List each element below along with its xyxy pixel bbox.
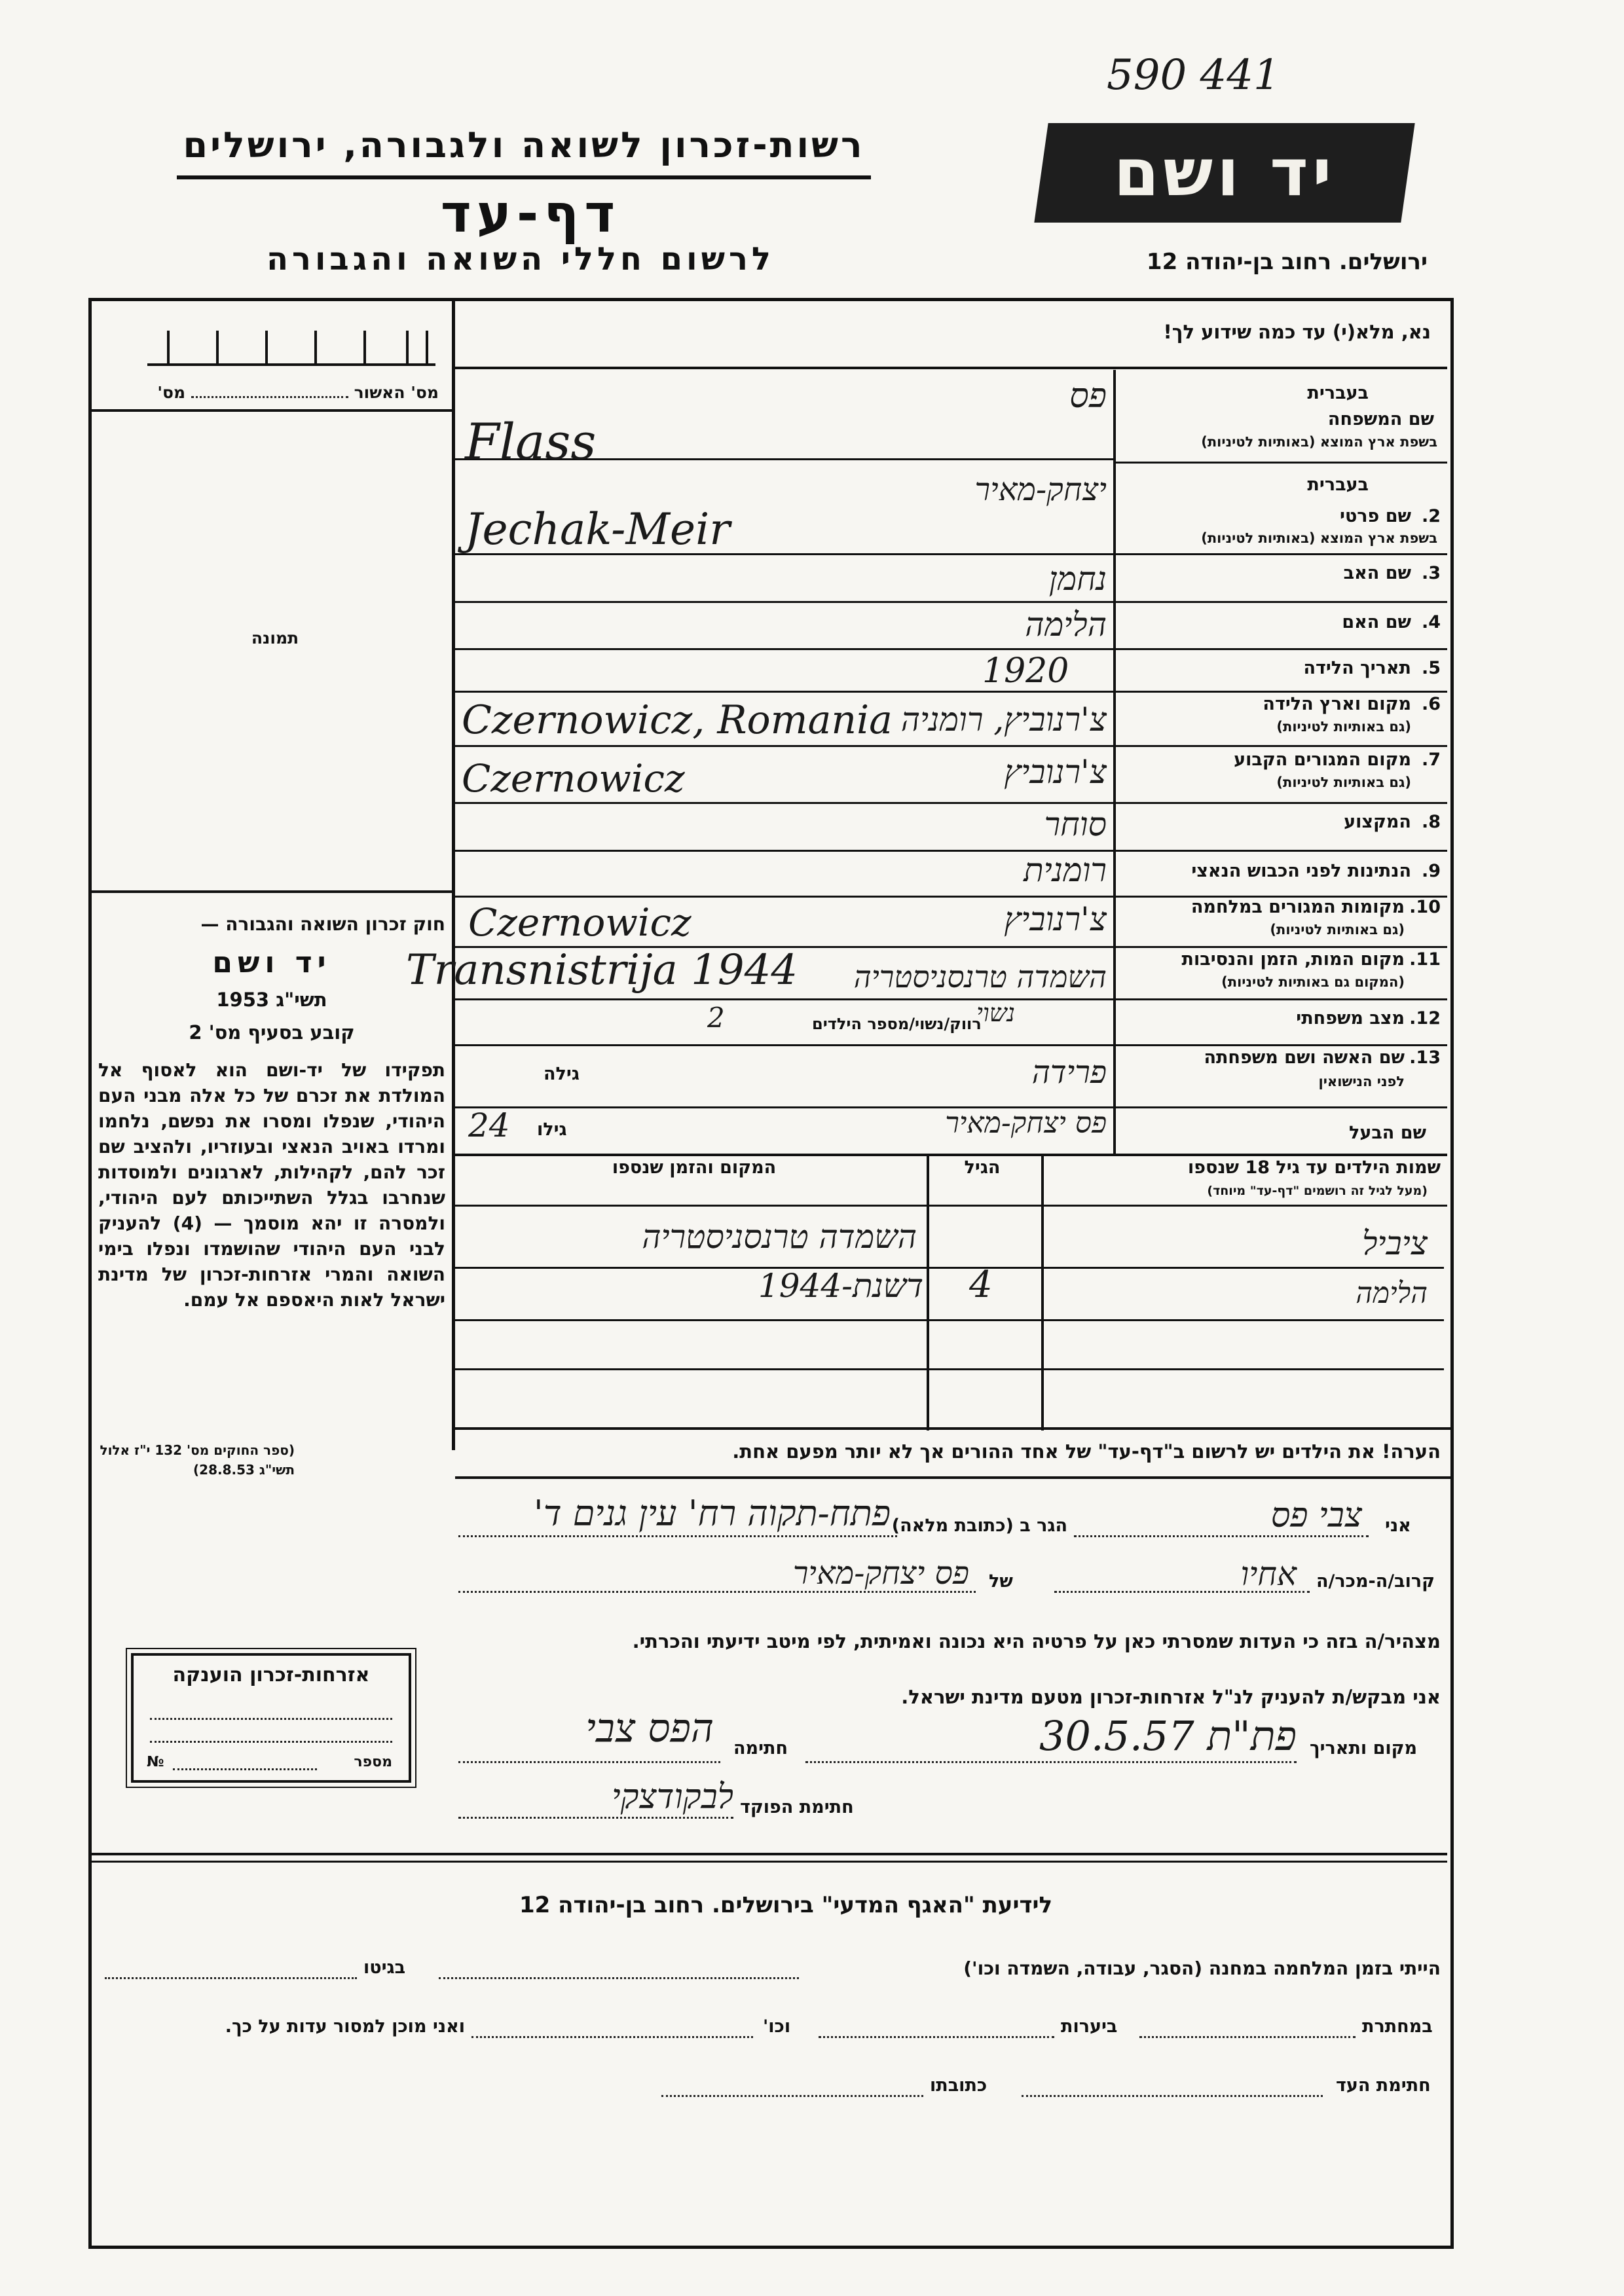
- footer-forests-label: ביערות: [1061, 2016, 1118, 2037]
- footer-hiding-line: [1139, 2036, 1356, 2038]
- declaration-text: מצהיר/ה בזה כי העדות שמסרתי כאן על פרטיה היא נכונה ואמיתית, לפי מיטב ידיעתי והכרתי.: [632, 1630, 1441, 1652]
- field-label: שם המשפחה: [1327, 409, 1434, 429]
- field-birth-date: [1120, 658, 1441, 694]
- birth-date-value: 1920: [982, 651, 1069, 691]
- field-label: שם האם: [1342, 612, 1411, 632]
- birth-place-hebrew: צ'רנוביץ, רומניה: [900, 701, 1107, 738]
- family-name-latin: Flass: [465, 412, 597, 471]
- field-sublabel: (המקום גם באותיות לטיניות): [1221, 974, 1405, 990]
- field-family-name: [1120, 383, 1441, 458]
- field-num: 5.: [1421, 658, 1441, 678]
- children-count-value: 2: [707, 1002, 725, 1034]
- tally-boxes: [147, 324, 435, 366]
- archive-number: 590 441: [1107, 51, 1280, 100]
- officer-line: [458, 1817, 733, 1819]
- wartime-residence-hebrew: צ'רנוביץ: [1004, 900, 1107, 938]
- photo-box-top: [92, 409, 452, 412]
- field-wife-name: [1120, 1048, 1441, 1103]
- label-column-divider: [1113, 370, 1116, 1156]
- children-table-bottom: [455, 1427, 1450, 1430]
- declarant-name-line: [1074, 1535, 1369, 1537]
- row-line-12: [452, 1044, 1447, 1046]
- in-hebrew-label-1: בעברית: [1307, 383, 1369, 403]
- field-num: 7.: [1421, 750, 1441, 770]
- children-row-line-1: [455, 1267, 1444, 1269]
- field-sublabel: לפני הנישואין: [1318, 1074, 1405, 1089]
- footer-camp-line: [439, 1977, 799, 1979]
- nationality-value: רומנית: [1024, 851, 1107, 889]
- law-year: תשי"ג 1953: [216, 989, 327, 1011]
- footer-hiding-label: במחתרת: [1362, 2016, 1433, 2037]
- law-clause: קובע בסעיף מס' 2: [189, 1021, 355, 1044]
- citizenship-title: אזרחות-זכרון הוענקה: [172, 1664, 370, 1686]
- profession-value: סוחר: [1044, 805, 1107, 843]
- children-place: השמדה טרנסניסטריה: [642, 1218, 917, 1256]
- law-name: יד ושם: [212, 946, 331, 979]
- footer-forests-line: [819, 2036, 1054, 2038]
- of-label: של: [989, 1571, 1013, 1592]
- header-address: ירושלים. רחוב בן-יהודה 12: [1146, 249, 1428, 275]
- footer-address-line: [661, 2095, 923, 2097]
- yad-vashem-logo: [1034, 123, 1414, 223]
- field-sublabel: (גם באותיות לטיניות): [1276, 774, 1411, 790]
- field-num: 4.: [1421, 612, 1441, 632]
- age-header: הגיל: [964, 1157, 1001, 1178]
- signature-value: הפס צבי: [585, 1705, 714, 1751]
- field-sublabel: (גם באותיות לטיניות): [1276, 719, 1411, 735]
- field-sublabel: (גם באותיות לטיניות): [1270, 922, 1405, 938]
- field-label: שם האשה ושם משפחתה: [1204, 1048, 1405, 1068]
- field-nationality: [1120, 861, 1441, 897]
- request-text: אני מבקש/ת להעניק לנ"ל אזרחות-זכרון מטעם מדינת ישראל.: [901, 1686, 1441, 1708]
- birth-place-latin: Czernowicz, Romania: [462, 697, 893, 743]
- approval-number-label: [105, 383, 439, 402]
- residence-latin: Czernowicz: [462, 756, 685, 801]
- place-date-value: פת"ת 30.5.57: [1039, 1712, 1297, 1760]
- footer-title: לידיעת "האגף המדעי" בירושלים. רחוב בן-יהודה 12: [519, 1892, 1053, 1918]
- field-num: 6.: [1421, 694, 1441, 714]
- footer-witness-signature-line: [1022, 2095, 1323, 2097]
- field-mother-name: [1120, 612, 1441, 648]
- field-label: המקצוע: [1344, 812, 1411, 832]
- row-line-3: [452, 601, 1447, 603]
- field-num: 12.: [1409, 1008, 1441, 1029]
- children-col-divider-2: [927, 1156, 929, 1430]
- field-num: 10.: [1409, 897, 1441, 917]
- children-time: דשנת-1944: [758, 1267, 923, 1305]
- logo-text: יד ושם: [1113, 134, 1336, 211]
- mother-name-value: הלימה: [1025, 606, 1107, 644]
- footer-line-1: הייתי בזמן המלחמה במחנה (הסגר, עבודה, השמדה וכו'): [963, 1958, 1441, 1979]
- signature-line: [458, 1761, 720, 1763]
- citizenship-line-2: [150, 1741, 392, 1743]
- field-label: מקום המות, הזמן והנסיבות: [1181, 949, 1405, 970]
- row-line-14: [452, 1154, 1447, 1156]
- instruction-row-line: [452, 367, 1447, 369]
- children-row-line-3: [455, 1368, 1444, 1370]
- citizenship-line-1: [150, 1718, 392, 1720]
- in-hebrew-label-2: בעברית: [1307, 475, 1369, 495]
- place-date-label: מקום ותאריך: [1310, 1738, 1418, 1758]
- footer-ghetto-label: בגיטו: [363, 1958, 406, 1978]
- footer-divider-top: [92, 1853, 1447, 1855]
- declarant-i-label: אני: [1385, 1516, 1411, 1536]
- row-line-1b: [1113, 462, 1447, 464]
- relation-value: אחיו: [1240, 1555, 1297, 1593]
- row-line-7: [452, 802, 1447, 804]
- officer-signature: לבקודצקי: [611, 1777, 733, 1817]
- first-name-hebrew: יצחק-מאיר: [974, 471, 1107, 508]
- field-label: מצב משפחתי: [1296, 1008, 1405, 1029]
- marital-status-value: נשוי: [976, 998, 1015, 1027]
- field-num: 13.: [1409, 1048, 1441, 1068]
- marital-options: רווק/נשוי/מספר הילדים: [812, 1015, 982, 1033]
- field-num: 11.: [1409, 949, 1441, 970]
- approval-label: מס' האשור: [354, 383, 439, 402]
- law-text: תפקידו של יד-ושם הוא לאסוף אל המולדת את זכרם של כל אלה מבני העם היהודי, שנפלו ומסרו את נפשם, נלחמו ומרדו באויב הנאצי ובעוזריו, ולהציב שם זכר להם, לקהילות, לארגונים ולמוסדות שנחרבו בגלל השתייכותם לעם היהודי, ולמסרה זו יהא מוסמך — (4) להעניק לבני העם היהודי שהושמדו ונפלו בימי השואה והמרי אזרחות-זכרון של מדינת ישראל לאות היאספם אל עמם.: [98, 1059, 445, 1311]
- field-sublabel: בשפת ארץ המוצא (באותיות לטיניות): [1201, 530, 1437, 546]
- field-label: מקום המגורים הקבוע: [1234, 750, 1411, 770]
- children-row-line-2: [455, 1319, 1444, 1321]
- husband-label: שם הבעל: [1349, 1123, 1427, 1143]
- footer-ready-text: ואני מוכן למסור עדות על כך.: [225, 2016, 465, 2037]
- footer-witness-signature-label: חתימת העד: [1336, 2075, 1431, 2096]
- field-sublabel: בשפת ארץ המוצא (באותיות לטיניות): [1201, 434, 1437, 450]
- field-label: שם פרטי: [1340, 506, 1411, 526]
- place-time-header: המקום והזמן שנספו: [612, 1157, 777, 1178]
- children-subheader: (מעל לגיל זה רושמים "דף-עד" מיוחד): [1207, 1184, 1428, 1198]
- photo-label: תמונה: [251, 629, 299, 647]
- declarant-resides-label: הגר ב (כתובת מלאה): [891, 1516, 1067, 1536]
- death-place-latin: Transnistrija 1944: [406, 946, 798, 994]
- law-source: (ספר החוקים מס' 132 י"ז אלול תשי"ג 28.8.53): [100, 1442, 295, 1478]
- authority-underline: [177, 175, 871, 179]
- field-num: 8.: [1421, 812, 1441, 832]
- form-title: דף-עד: [440, 183, 621, 244]
- footer-etc-line: [471, 2036, 753, 2038]
- field-num: 3.: [1421, 563, 1441, 583]
- officer-label: חתימת הפוקד: [740, 1797, 854, 1817]
- relation-label: קרוב/ה-מכר/ה: [1316, 1571, 1435, 1592]
- instruction-text: נא, מלא(י) עד כמה שידוע לך!: [1163, 321, 1431, 343]
- husband-age-label: גילו: [537, 1120, 567, 1140]
- field-death: [1120, 949, 1441, 998]
- husband-age-value: 24: [468, 1106, 510, 1144]
- field-father-name: [1120, 563, 1441, 599]
- left-column-divider: [452, 301, 455, 1450]
- field-label: תאריך הלידה: [1303, 658, 1411, 678]
- row-line-4: [452, 648, 1447, 650]
- field-label: מקומות המגורים במלחמה: [1190, 897, 1405, 917]
- signature-label: חתימה: [733, 1738, 788, 1758]
- child-2-name: הלימה: [1356, 1277, 1428, 1310]
- field-label: שם האב: [1343, 563, 1411, 583]
- field-label: מקום וארץ הלידה: [1263, 694, 1411, 714]
- citizenship-number-line: [173, 1768, 317, 1770]
- field-num: 9.: [1421, 861, 1441, 881]
- child-1-name: ציביל: [1362, 1224, 1428, 1262]
- residence-hebrew: צ'רנוביץ: [1004, 753, 1107, 791]
- citizenship-box: [131, 1653, 411, 1783]
- husband-value: פס יצחק-מאיר: [945, 1106, 1107, 1140]
- photo-box-bottom: [92, 890, 452, 893]
- children-col-divider-1: [1041, 1156, 1044, 1430]
- wife-age-label: גילה: [544, 1064, 580, 1084]
- field-label: הנתינות לפני הכבוש הנאצי: [1191, 861, 1411, 881]
- child-1-age: 4: [969, 1264, 993, 1306]
- father-name-value: נחמן: [1048, 560, 1107, 598]
- children-header: שמות הילדים עד גיל 18 שנספו: [1187, 1157, 1441, 1178]
- of-value: פס יצחק-מאיר: [792, 1555, 969, 1592]
- declarant-name: צבי פס: [1270, 1496, 1362, 1535]
- field-wartime-residence: [1120, 897, 1441, 946]
- authority-title: רשות-זכרון לשואה ולגבורה, ירושלים: [183, 124, 865, 166]
- declarant-address: פתח-תקוה רח' עין גנים ד': [533, 1493, 891, 1534]
- field-profession: [1120, 812, 1441, 848]
- field-num: 2.: [1421, 506, 1441, 526]
- children-note: הערה! את הילדים יש לרשום ב"דף-עד" של אחד ההורים אך לא יותר מפעם אחת.: [732, 1440, 1441, 1463]
- death-place-hebrew: השמדה טרנסניסטריה: [853, 959, 1107, 994]
- field-birth-place: [1120, 694, 1441, 746]
- field-marital-status: [1120, 1008, 1441, 1044]
- first-name-latin: Jechak-Meir: [465, 504, 730, 555]
- form-subtitle: לרשום חללי השואה והגבורה: [267, 241, 775, 278]
- footer-divider-bottom: [92, 1861, 1447, 1863]
- law-title: חוק זכרון השואה והגבורה —: [200, 913, 445, 935]
- approval-no-label: מס': [157, 383, 186, 402]
- note-row-line: [455, 1476, 1450, 1479]
- place-date-line: [805, 1761, 1297, 1763]
- declarant-address-line: [458, 1535, 897, 1537]
- wartime-residence-latin: Czernowicz: [468, 900, 692, 945]
- citizenship-number-label: מספר: [354, 1754, 392, 1770]
- family-name-hebrew: פס: [1069, 376, 1107, 416]
- citizenship-no: №: [147, 1754, 164, 1770]
- footer-etc-label: וכו': [763, 2016, 791, 2037]
- footer-address-label: כתובתו: [930, 2075, 987, 2096]
- children-header-line: [452, 1205, 1447, 1207]
- field-first-name: [1120, 475, 1441, 553]
- footer-ghetto-line: [105, 1977, 357, 1979]
- field-residence: [1120, 750, 1441, 802]
- wife-name-value: פרידה: [1031, 1054, 1107, 1091]
